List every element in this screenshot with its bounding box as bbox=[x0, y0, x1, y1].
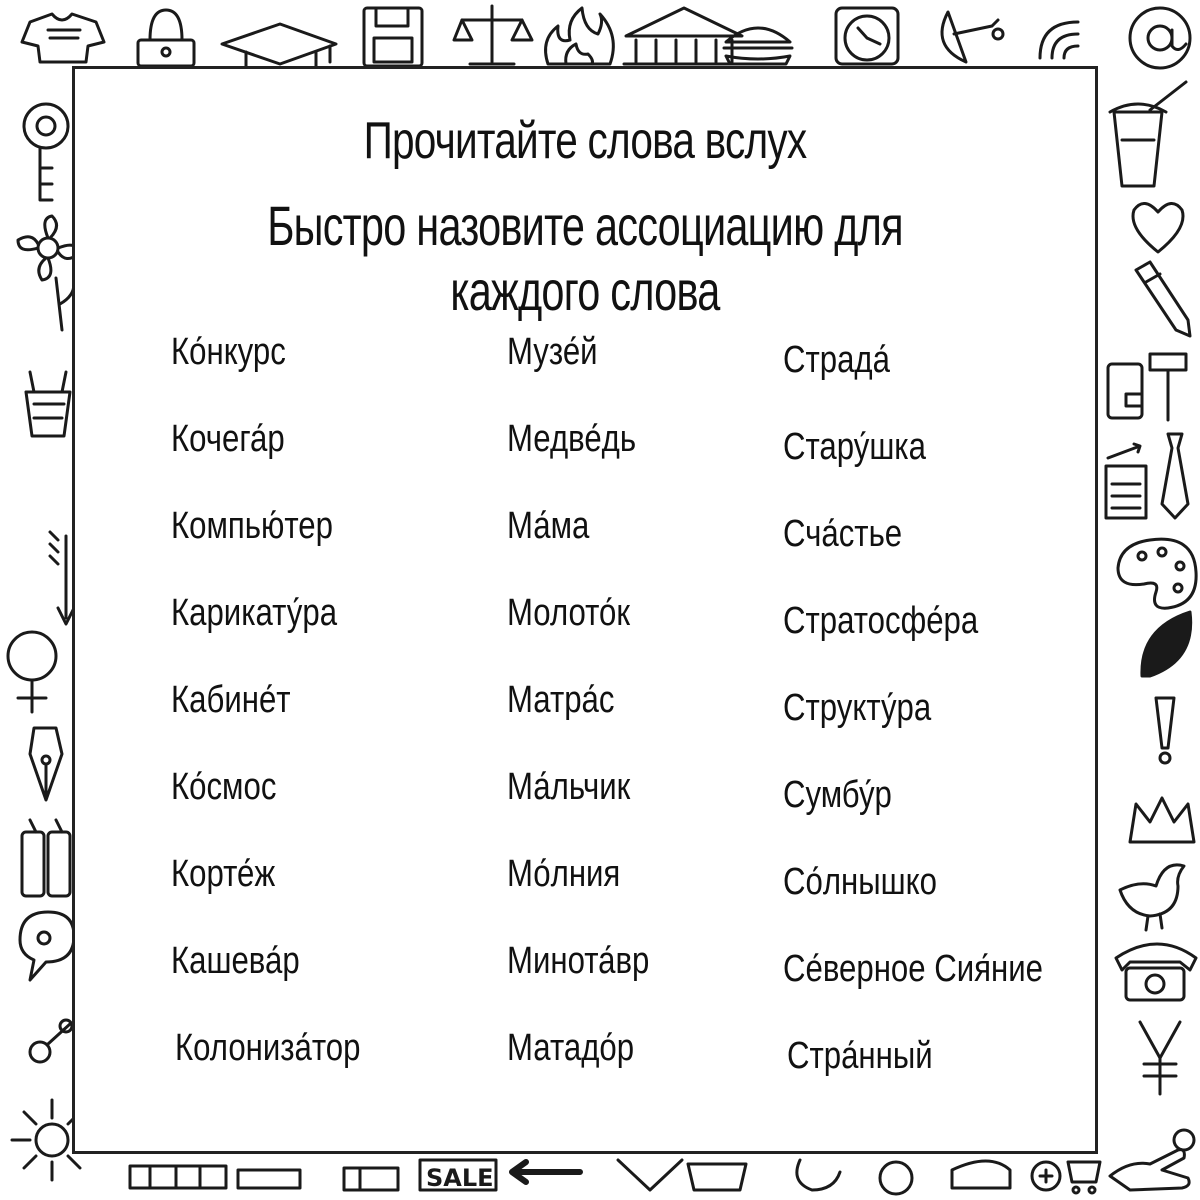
female-symbol-icon bbox=[8, 632, 56, 712]
pencil-icon bbox=[1136, 262, 1190, 336]
palette-icon bbox=[1118, 539, 1196, 608]
flower-icon bbox=[18, 216, 78, 330]
key-icon bbox=[24, 104, 68, 200]
yen-icon bbox=[1140, 1022, 1180, 1094]
hand-icon bbox=[1110, 1130, 1194, 1190]
sale-tag-icon bbox=[420, 1160, 496, 1192]
chart-icon bbox=[1106, 444, 1146, 518]
word-item: Карикату́ра bbox=[171, 592, 338, 634]
word-item: Кочега́р bbox=[171, 418, 285, 460]
word-item: Музе́й bbox=[507, 331, 598, 373]
scales-icon bbox=[454, 6, 532, 64]
word-item: Страда́ bbox=[783, 339, 890, 381]
word-item: Мо́лния bbox=[507, 853, 621, 895]
word-item: Корте́ж bbox=[171, 853, 276, 895]
heading-line-2: Быстро назовите ассоциацию для каждого слова bbox=[267, 194, 903, 322]
wifi-icon bbox=[1040, 22, 1078, 58]
link-icon bbox=[30, 1020, 72, 1062]
word-item: Ма́льчик bbox=[507, 766, 631, 808]
word-item: Стратосфе́ра bbox=[783, 600, 979, 642]
tie-icon bbox=[1162, 434, 1188, 518]
word-item: Се́верное Сия́ние bbox=[783, 948, 1043, 990]
word-item: Матадо́р bbox=[507, 1027, 635, 1069]
word-item: Со́лнышко bbox=[783, 861, 937, 903]
binoculars-icon bbox=[22, 820, 70, 896]
fire-icon bbox=[546, 8, 614, 64]
bottom-arrow-icon bbox=[512, 1162, 580, 1182]
heart-icon bbox=[1133, 203, 1183, 252]
bottom-doodles bbox=[130, 1166, 398, 1190]
satellite-dish-icon bbox=[942, 12, 1003, 62]
word-item: Минота́вр bbox=[507, 940, 650, 982]
crown-icon bbox=[1130, 798, 1194, 842]
word-item: Кабине́т bbox=[171, 679, 291, 721]
heading-line-1: Прочитайте слова вслух bbox=[363, 112, 807, 170]
speech-bubble-icon bbox=[20, 912, 74, 980]
bird-icon bbox=[1120, 865, 1184, 930]
word-item: Кашева́р bbox=[171, 940, 300, 982]
svg-text:SALE: SALE bbox=[426, 1164, 494, 1192]
floppy-disk-icon bbox=[364, 8, 422, 66]
word-item: Сумбу́р bbox=[783, 774, 892, 816]
hammer-icon bbox=[1150, 354, 1186, 420]
basket-icon bbox=[26, 372, 70, 436]
t-shirt-icon bbox=[22, 14, 104, 62]
padlock-icon bbox=[138, 10, 194, 66]
word-item: Ко́смос bbox=[171, 766, 277, 808]
word-item: Компью́тер bbox=[171, 505, 333, 547]
word-item: Стра́нный bbox=[787, 1035, 933, 1077]
word-item: Молото́к bbox=[507, 592, 631, 634]
content-card bbox=[72, 66, 1098, 1154]
word-item: Ма́ма bbox=[507, 505, 590, 547]
word-item: Матра́с bbox=[507, 679, 615, 721]
bottom-icons-right bbox=[618, 1160, 1100, 1194]
at-sign-icon bbox=[1130, 8, 1190, 68]
graduation-cap-icon bbox=[222, 24, 336, 66]
arrow-icon bbox=[50, 532, 74, 624]
word-item: Ко́нкурс bbox=[171, 331, 286, 373]
word-item: Колониза́тор bbox=[175, 1027, 361, 1069]
telephone-icon bbox=[1116, 944, 1196, 1000]
word-item: Медве́дь bbox=[507, 418, 637, 460]
clock-icon bbox=[836, 8, 898, 64]
leaf-icon bbox=[1142, 612, 1191, 676]
word-item: Структу́ра bbox=[783, 687, 932, 729]
drink-icon bbox=[1110, 82, 1186, 186]
pen-nib-icon bbox=[30, 728, 62, 800]
word-item: Стару́шка bbox=[783, 426, 926, 468]
wallet-icon bbox=[1108, 364, 1142, 418]
word-item: Сча́стье bbox=[783, 513, 903, 555]
exclamation-icon bbox=[1156, 698, 1174, 763]
